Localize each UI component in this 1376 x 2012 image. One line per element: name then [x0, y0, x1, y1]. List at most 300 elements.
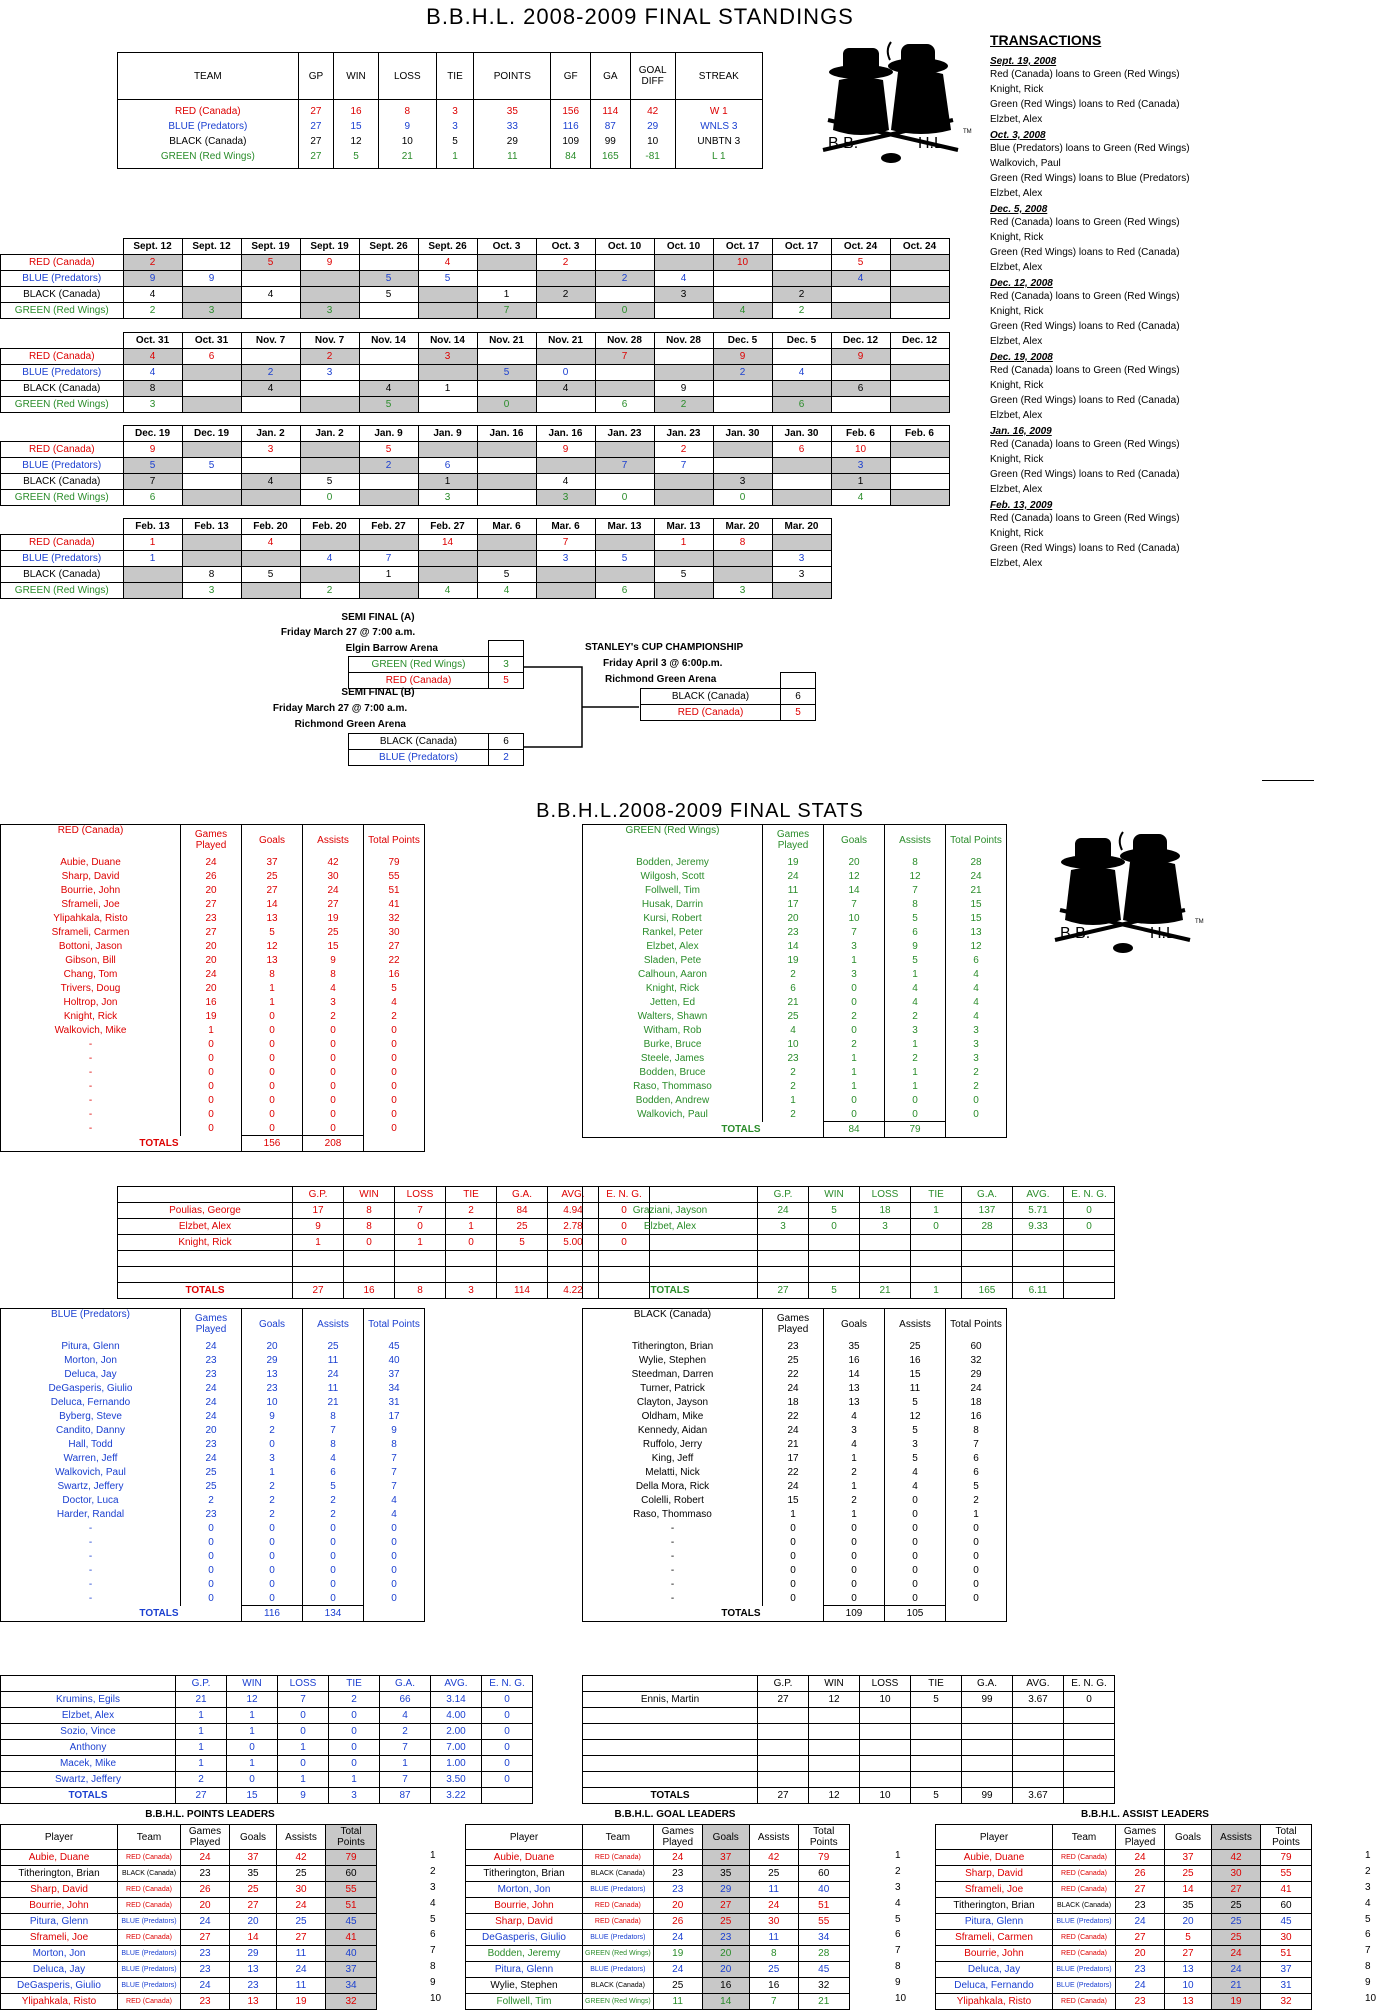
player-cell: Calhoun, Aaron	[583, 967, 763, 981]
player-cell: 27	[303, 897, 364, 911]
col-goal-diff: GOAL DIFF	[630, 53, 675, 100]
leader-row	[936, 1994, 1312, 2010]
goalie-col-header: G.P.	[176, 1676, 227, 1692]
player-cell: 0	[885, 1107, 946, 1122]
leader-cell: 26	[1116, 1866, 1165, 1882]
leader-cell: Deluca, Fernando	[936, 1978, 1053, 1994]
standings-cell: WNLS 3	[675, 119, 762, 134]
player-cell: 4	[824, 1409, 885, 1423]
semi-a-title: SEMI FINAL (A)	[341, 612, 415, 623]
leader-cell: RED (Canada)	[118, 1930, 181, 1946]
schedule-cell	[241, 583, 300, 599]
leaders-col-header: Team	[118, 1825, 181, 1850]
goalie-cell	[395, 1251, 446, 1267]
goalie-total-cell: TOTALS	[583, 1283, 758, 1299]
goalie-name-header	[1, 1676, 176, 1692]
player-row	[1, 1107, 425, 1121]
col-team: TEAM	[118, 53, 299, 100]
leader-cell: BLUE (Predators)	[583, 1930, 654, 1946]
goalie-cell	[962, 1724, 1013, 1740]
transaction-line: Green (Red Wings) loans to Red (Canada)	[990, 321, 1180, 332]
goalie-row	[118, 1219, 650, 1235]
leaders-col-header: Games Played	[653, 1825, 702, 1850]
schedule-cell: 4	[123, 349, 182, 365]
leader-cell: 41	[326, 1930, 377, 1946]
leader-row	[466, 1946, 850, 1962]
goalie-row	[583, 1267, 1115, 1283]
leader-cell: 16	[749, 1978, 798, 1994]
schedule-date: Jan. 2	[241, 426, 300, 442]
schedule-cell: 5	[241, 567, 300, 583]
player-cell: 60	[946, 1339, 1007, 1353]
leader-rank: 7	[1365, 1945, 1371, 1957]
leader-cell: 37	[230, 1850, 277, 1866]
transactions-list	[990, 56, 1310, 571]
player-cell: 7	[824, 925, 885, 939]
schedule-date: Dec. 5	[713, 333, 772, 349]
goalie-totals-row	[118, 1283, 650, 1299]
leader-cell: 23	[181, 1866, 230, 1882]
leader-cell: Sharp, David	[1, 1882, 118, 1898]
leader-cell: 11	[653, 1994, 702, 2010]
leader-cell: Aubie, Duane	[466, 1850, 583, 1866]
player-row	[583, 911, 1007, 925]
goalie-col-header: G.A.	[962, 1676, 1013, 1692]
schedule-cell	[477, 349, 536, 365]
player-cell: 3	[303, 995, 364, 1009]
totals-label: TOTALS	[139, 1137, 179, 1149]
goalie-cell	[758, 1708, 809, 1724]
player-cell: 29	[946, 1367, 1007, 1381]
player-cell: 1	[824, 1451, 885, 1465]
schedule-date: Dec. 12	[831, 333, 890, 349]
transaction-line: Elzbet, Alex	[990, 484, 1043, 495]
player-cell: 0	[824, 1521, 885, 1535]
schedule-cell	[300, 458, 359, 474]
schedule-cell	[772, 381, 831, 397]
goalie-cell	[1064, 1251, 1115, 1267]
goalie-cell: 1	[278, 1772, 329, 1788]
transaction-line: Red (Canada) loans to Green (Red Wings)	[990, 513, 1180, 524]
player-row	[583, 1339, 1007, 1353]
goalie-cell: 3.67	[1013, 1692, 1064, 1708]
schedule-cell	[595, 381, 654, 397]
transaction-date: Feb. 13, 2009	[990, 500, 1053, 511]
schedule-cell: 3	[418, 349, 477, 365]
schedule-date: Nov. 28	[595, 333, 654, 349]
schedule-cell: 5	[595, 551, 654, 567]
leader-cell: 23	[230, 1978, 277, 1994]
player-cell: 22	[763, 1367, 824, 1381]
goalie-total-cell: 3.67	[1013, 1788, 1064, 1804]
player-cell: Bodden, Andrew	[583, 1093, 763, 1107]
leader-cell: Titherington, Brian	[1, 1866, 118, 1882]
player-cell: 0	[242, 1577, 303, 1591]
schedule-cell	[654, 551, 713, 567]
transaction-line: Green (Red Wings) loans to Blue (Predators)	[990, 173, 1190, 184]
schedule-cell	[595, 365, 654, 381]
player-cell: 12	[885, 1409, 946, 1423]
leader-rank: 7	[430, 1945, 436, 1957]
schedule-date: Feb. 27	[418, 519, 477, 535]
gangster-logo-icon-2	[1035, 830, 1210, 965]
skater-header-row	[583, 825, 1007, 856]
player-cell: -	[1, 1535, 181, 1549]
leader-cell: 13	[230, 1994, 277, 2010]
schedule-cell: 2	[713, 365, 772, 381]
player-cell: 0	[364, 1121, 425, 1136]
schedule-team: GREEN (Red Wings)	[1, 397, 124, 413]
leaders-col-header: Assists	[277, 1825, 326, 1850]
player-cell: 4	[303, 981, 364, 995]
totals-row	[1, 1136, 425, 1152]
goalie-cell	[758, 1235, 809, 1251]
goalie-col-header: LOSS	[395, 1187, 446, 1203]
skater-table	[582, 824, 1007, 1138]
player-cell: 0	[824, 1093, 885, 1107]
schedule-cell	[772, 583, 831, 599]
player-row	[583, 981, 1007, 995]
player-cell: 0	[763, 1549, 824, 1563]
schedule-cell	[831, 303, 890, 319]
schedule-cell: 9	[654, 381, 713, 397]
schedule-cell	[477, 271, 536, 287]
goalie-cell	[962, 1251, 1013, 1267]
final-box	[640, 672, 816, 721]
leader-cell: 24	[277, 1898, 326, 1914]
player-cell: 32	[946, 1353, 1007, 1367]
schedule-cell	[477, 474, 536, 490]
player-cell: 41	[364, 897, 425, 911]
leader-cell: 24	[1116, 1914, 1165, 1930]
player-cell: 0	[824, 1535, 885, 1549]
goalie-cell: 8	[344, 1203, 395, 1219]
schedule-cell: 9	[831, 349, 890, 365]
transaction-line: Knight, Rick	[990, 306, 1044, 317]
leader-cell: 21	[798, 1994, 849, 2010]
leader-cell: BLACK (Canada)	[583, 1978, 654, 1994]
standings-cell: 84	[551, 149, 591, 169]
schedule-team: BLUE (Predators)	[1, 458, 124, 474]
semi-b-team1: BLACK (Canada)	[349, 734, 489, 750]
player-cell: 0	[763, 1535, 824, 1549]
leader-row	[466, 1866, 850, 1882]
goalie-cell: 137	[962, 1203, 1013, 1219]
schedule-date: Oct. 3	[477, 239, 536, 255]
leader-cell: 8	[749, 1946, 798, 1962]
leader-cell: 29	[230, 1946, 277, 1962]
schedule-date: Feb. 6	[831, 426, 890, 442]
goalie-cell	[860, 1740, 911, 1756]
leader-cell: 26	[181, 1882, 230, 1898]
player-cell: 20	[181, 981, 242, 995]
goalie-row	[583, 1708, 1115, 1724]
player-cell: 8	[946, 1423, 1007, 1437]
goalie-cell: 12	[227, 1692, 278, 1708]
leader-rank: 5	[895, 1913, 901, 1925]
transaction-line: Elzbet, Alex	[990, 262, 1043, 273]
goalie-cell	[583, 1708, 758, 1724]
standings-cell: 21	[378, 149, 436, 169]
goalie-cell: 7	[380, 1772, 431, 1788]
goalie-cell: 2	[329, 1692, 380, 1708]
player-cell: 24	[946, 1381, 1007, 1395]
schedule-cell	[890, 271, 949, 287]
goalie-name-header	[118, 1187, 293, 1203]
totals-goals: 156	[242, 1136, 303, 1152]
leader-cell: 34	[798, 1930, 849, 1946]
schedule-cell	[477, 458, 536, 474]
leader-row	[466, 1978, 850, 1994]
player-cell: 13	[242, 1367, 303, 1381]
player-cell: 3	[824, 967, 885, 981]
schedule-date: Sept. 19	[241, 239, 300, 255]
leader-cell: 10	[1165, 1978, 1212, 1994]
player-cell: 2	[824, 1465, 885, 1479]
transaction-date: Sept. 19, 2008	[990, 56, 1057, 67]
player-cell: 2	[824, 1009, 885, 1023]
schedule-cell: 4	[713, 303, 772, 319]
schedule-cell	[713, 567, 772, 583]
goalie-cell	[758, 1267, 809, 1283]
player-row	[583, 967, 1007, 981]
schedule-cell: 7	[595, 349, 654, 365]
goalie-cell: 0	[344, 1235, 395, 1251]
player-row	[1, 1381, 425, 1395]
player-cell: Aubie, Duane	[1, 855, 181, 869]
schedule-cell: 5	[359, 397, 418, 413]
player-cell: 45	[364, 1339, 425, 1353]
leader-cell: 51	[798, 1898, 849, 1914]
player-cell: Holtrop, Jon	[1, 995, 181, 1009]
logo-text-right: H.L.	[918, 135, 948, 152]
leader-cell: RED (Canada)	[1053, 1866, 1116, 1882]
goalie-cell: 3.50	[431, 1772, 482, 1788]
leader-cell: 28	[798, 1946, 849, 1962]
leaders-col-header: Goals	[702, 1825, 749, 1850]
goalie-cell: 0	[1064, 1203, 1115, 1219]
transaction-line: Knight, Rick	[990, 528, 1044, 539]
semi-a-team2: RED (Canada)	[349, 673, 489, 689]
col-win: WIN	[334, 53, 379, 100]
player-cell: -	[1, 1577, 181, 1591]
player-row	[583, 1451, 1007, 1465]
schedule-team: BLUE (Predators)	[1, 271, 124, 287]
goalie-header-row	[583, 1187, 1115, 1203]
semi-b-team2: BLUE (Predators)	[349, 750, 489, 766]
player-cell: 34	[364, 1381, 425, 1395]
player-cell: 35	[824, 1339, 885, 1353]
goalie-cell	[962, 1772, 1013, 1788]
schedule-date: Nov. 14	[418, 333, 477, 349]
player-cell: 6	[946, 1451, 1007, 1465]
leaders-title: B.B.H.L. ASSIST LEADERS	[1081, 1809, 1209, 1820]
player-cell: 0	[303, 1521, 364, 1535]
schedule-row	[1, 442, 950, 458]
player-cell: 15	[303, 939, 364, 953]
leader-cell: 20	[702, 1962, 749, 1978]
goalie-cell: Elzbet, Alex	[1, 1708, 176, 1724]
player-cell: 0	[181, 1535, 242, 1549]
player-cell: Candito, Danny	[1, 1423, 181, 1437]
player-cell: 0	[181, 1065, 242, 1079]
player-cell: Kennedy, Aidan	[583, 1423, 763, 1437]
leader-cell: 30	[1261, 1930, 1312, 1946]
player-cell: 3	[946, 1051, 1007, 1065]
leader-cell: 25	[277, 1914, 326, 1930]
player-cell: 0	[181, 1549, 242, 1563]
schedule-cell	[241, 490, 300, 506]
schedule-cell: 5	[359, 287, 418, 303]
goalie-cell	[860, 1708, 911, 1724]
player-cell: 42	[303, 855, 364, 869]
schedule-cell: 5	[359, 271, 418, 287]
transaction-date: Dec. 12, 2008	[990, 278, 1053, 289]
goalie-cell: 28	[962, 1219, 1013, 1235]
goalie-cell: 99	[962, 1692, 1013, 1708]
goalie-row	[1, 1708, 533, 1724]
leader-row	[466, 1930, 850, 1946]
schedule-cell: 4	[477, 583, 536, 599]
player-cell: 13	[824, 1381, 885, 1395]
goalie-cell: 0	[809, 1219, 860, 1235]
player-row	[583, 1093, 1007, 1107]
player-cell: 16	[885, 1353, 946, 1367]
schedule-grid	[0, 332, 950, 413]
leader-cell: 13	[1165, 1994, 1212, 2010]
player-row	[1, 1465, 425, 1479]
goalie-cell: 5.71	[1013, 1203, 1064, 1219]
leader-cell: 20	[181, 1898, 230, 1914]
schedule-cell	[477, 490, 536, 506]
player-cell: Ylipahkala, Risto	[1, 911, 181, 925]
goalie-col-header: AVG.	[548, 1187, 599, 1203]
player-cell: 19	[763, 855, 824, 869]
player-cell: 6	[946, 1465, 1007, 1479]
schedule-cell	[536, 303, 595, 319]
leaders-col-header: Total Points	[326, 1825, 377, 1850]
schedule-cell	[890, 349, 949, 365]
goalie-cell: 7	[278, 1692, 329, 1708]
leader-row	[936, 1930, 1312, 1946]
schedule-cell	[182, 365, 241, 381]
schedule-row	[1, 583, 832, 599]
goalie-cell: 1	[176, 1756, 227, 1772]
player-cell: 7	[303, 1423, 364, 1437]
goalie-col-header: E. N. G.	[482, 1676, 533, 1692]
schedule-row	[1, 303, 950, 319]
schedule-cell: 2	[300, 349, 359, 365]
goalie-cell	[911, 1267, 962, 1283]
schedule-cell: 4	[654, 271, 713, 287]
player-cell: Doctor, Luca	[1, 1493, 181, 1507]
player-cell: 0	[303, 1037, 364, 1051]
schedule-cell: 1	[418, 474, 477, 490]
leader-cell: 23	[1116, 1898, 1165, 1914]
player-cell: 0	[946, 1107, 1007, 1122]
player-cell: 25	[763, 1353, 824, 1367]
leader-cell: Morton, Jon	[466, 1882, 583, 1898]
goalie-cell: 0	[599, 1203, 650, 1219]
goalie-col-header: E. N. G.	[1064, 1676, 1115, 1692]
player-cell: Colelli, Robert	[583, 1493, 763, 1507]
leader-cell: RED (Canada)	[583, 1898, 654, 1914]
player-cell: Steedman, Darren	[583, 1367, 763, 1381]
leader-cell: 25	[1212, 1914, 1261, 1930]
schedule-row	[1, 365, 950, 381]
schedule-team: RED (Canada)	[1, 255, 124, 271]
skater-header-row	[583, 1309, 1007, 1340]
player-cell: 0	[946, 1093, 1007, 1107]
player-cell: 27	[364, 939, 425, 953]
player-cell: Della Mora, Rick	[583, 1479, 763, 1493]
schedule-cell	[536, 397, 595, 413]
schedule-cell	[418, 397, 477, 413]
leader-row	[1, 1866, 377, 1882]
player-cell: 5	[303, 1479, 364, 1493]
leader-row	[466, 1850, 850, 1866]
goalie-total-cell: 99	[962, 1788, 1013, 1804]
leader-cell: RED (Canada)	[1053, 1994, 1116, 2010]
leaders-col-header: Goals	[230, 1825, 277, 1850]
schedule-date: Jan. 30	[713, 426, 772, 442]
standings-cell: 5	[334, 149, 379, 169]
player-cell: 79	[364, 855, 425, 869]
schedule-cell	[772, 474, 831, 490]
goalie-total-cell: 114	[497, 1283, 548, 1299]
player-row	[1, 1093, 425, 1107]
leader-cell: 40	[798, 1882, 849, 1898]
goalie-cell	[583, 1235, 758, 1251]
leader-cell: Pitura, Glenn	[466, 1962, 583, 1978]
leader-cell: Deluca, Jay	[1, 1962, 118, 1978]
player-cell: 2	[885, 1009, 946, 1023]
schedule-row	[1, 474, 950, 490]
schedule-cell	[890, 365, 949, 381]
player-row	[583, 1479, 1007, 1493]
schedule-cell: 6	[772, 397, 831, 413]
player-cell: Deluca, Fernando	[1, 1395, 181, 1409]
leader-cell: 5	[1165, 1930, 1212, 1946]
schedule-cell: 0	[477, 397, 536, 413]
goalie-cell: 5	[911, 1692, 962, 1708]
leader-cell: Wylie, Stephen	[466, 1978, 583, 1994]
goalie-row	[118, 1235, 650, 1251]
schedule-cell	[654, 349, 713, 365]
player-cell: 0	[364, 1591, 425, 1606]
skater-col-header: Goals	[242, 1309, 303, 1340]
goalie-row	[583, 1692, 1115, 1708]
goalie-cell: Macek, Mike	[1, 1756, 176, 1772]
schedule-date: Oct. 17	[772, 239, 831, 255]
leaders-header-row	[936, 1825, 1312, 1850]
player-cell: 17	[364, 1409, 425, 1423]
standings-cell: RED (Canada)	[118, 100, 299, 120]
goalie-cell: Knight, Rick	[118, 1235, 293, 1251]
player-cell: 1	[242, 1465, 303, 1479]
standings-row	[118, 134, 763, 149]
goalie-row	[118, 1251, 650, 1267]
player-row	[583, 939, 1007, 953]
goalie-total-cell: 5	[911, 1788, 962, 1804]
player-cell: 6	[946, 953, 1007, 967]
leader-cell: Ylipahkala, Risto	[936, 1994, 1053, 2010]
leader-cell: BLUE (Predators)	[118, 1914, 181, 1930]
player-cell: 7	[364, 1465, 425, 1479]
player-cell: Wilgosh, Scott	[583, 869, 763, 883]
leader-cell: 24	[181, 1914, 230, 1930]
leader-cell: RED (Canada)	[1053, 1882, 1116, 1898]
